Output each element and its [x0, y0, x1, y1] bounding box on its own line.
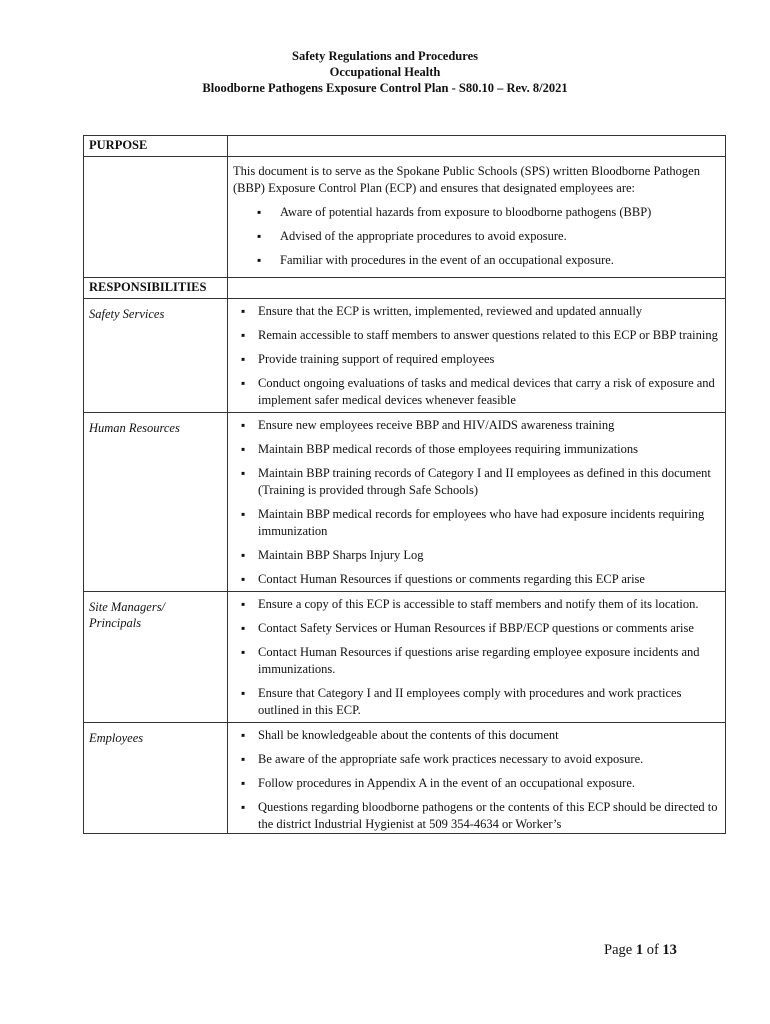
role-name — [84, 592, 228, 723]
list-item: ▪ Ensure new employees receive BBP and HIV/AIDS awareness training — [233, 417, 720, 434]
page-number — [604, 942, 677, 959]
list-item: ▪ Ensure a copy of this ECP is accessible to staff members and notify them of its location. — [233, 596, 720, 613]
role-duties — [228, 299, 726, 413]
purpose-row — [84, 157, 726, 278]
page-of: of — [646, 942, 659, 958]
list-item: ▪ Conduct ongoing evaluations of tasks and medical devices that carry a risk of exposure and implement safer medical devices whenever feasible — [233, 375, 720, 409]
role-name: Human Resources — [84, 413, 228, 592]
role-duties — [228, 592, 726, 723]
list-item: ▪ Contact Human Resources if questions or comments regarding this ECP arise — [233, 571, 720, 588]
list-item: ▪ Ensure that Category I and II employees comply with procedures and work practices outlined in this ECP. — [233, 685, 720, 719]
page-word: Page — [604, 942, 633, 958]
role-name: Employees — [84, 723, 228, 834]
list-item: ▪ Remain accessible to staff members to answer questions related to this ECP or BBP training — [233, 327, 720, 344]
list-item: ▪ Questions regarding bloodborne pathogens or the contents of this ECP should be directed to the district Industrial Hygienist at 509 354-4634 or Worker’s — [233, 799, 720, 833]
role-row-safety-services — [84, 299, 726, 413]
header-line-3: Bloodborne Pathogens Exposure Control Plan - S80.10 – Rev. 8/2021 — [202, 81, 568, 95]
responsibilities-title: RESPONSIBILITIES — [84, 278, 228, 299]
list-item: ▪ Provide training support of required employees — [233, 351, 720, 368]
list-item: ▪ Contact Human Resources if questions arise regarding employee exposure incidents and immunizations. — [233, 644, 720, 678]
list-item: ▪ Maintain BBP medical records for employees who have had exposure incidents requiring immunization — [233, 506, 720, 540]
responsibilities-header-row — [84, 278, 726, 299]
list-item: ▪ Be aware of the appropriate safe work practices necessary to avoid exposure. — [233, 751, 720, 768]
purpose-bullets — [233, 204, 720, 269]
role-name-line-2: Principals — [89, 616, 142, 630]
list-item: ▪ Maintain BBP Sharps Injury Log — [233, 547, 720, 564]
list-item: ▪ Follow procedures in Appendix A in the event of an occupational exposure. — [233, 775, 720, 792]
purpose-header-empty — [228, 136, 726, 157]
duty-list — [233, 413, 720, 588]
role-duties — [228, 723, 726, 834]
ecp-table — [83, 135, 726, 834]
list-item: ▪ Shall be knowledgeable about the contents of this document — [233, 727, 720, 744]
role-row-employees — [84, 723, 726, 834]
responsibilities-header-empty — [228, 278, 726, 299]
role-row-site-managers — [84, 592, 726, 723]
role-row-human-resources — [84, 413, 726, 592]
duty-list — [233, 299, 720, 409]
purpose-text: This document is to serve as the Spokane Public Schools (SPS) written Bloodborne Pathogen (BBP) Exposure Control Plan (ECP) and ensures that designated employees are: — [233, 164, 700, 195]
list-item: ▪ Contact Safety Services or Human Resources if BBP/ECP questions or comments arise — [233, 620, 720, 637]
purpose-content — [228, 157, 726, 278]
page-current: 1 — [635, 942, 644, 958]
document-header — [0, 48, 770, 96]
role-name-line-1: Site Managers/ — [89, 600, 166, 614]
list-item: ▪ Advised of the appropriate procedures to avoid exposure. — [233, 228, 720, 245]
purpose-title: PURPOSE — [84, 136, 228, 157]
list-item: ▪ Ensure that the ECP is written, implemented, reviewed and updated annually — [233, 303, 720, 320]
page-total: 13 — [662, 942, 677, 958]
role-name: Safety Services — [84, 299, 228, 413]
list-item: ▪ Maintain BBP training records of Category I and II employees as defined in this document (Training is provided through Safe Schools) — [233, 465, 720, 499]
purpose-label-empty — [84, 157, 228, 278]
purpose-header-row — [84, 136, 726, 157]
duty-list — [233, 592, 720, 719]
header-line-1: Safety Regulations and Procedures — [292, 49, 478, 63]
list-item: ▪ Familiar with procedures in the event of an occupational exposure. — [233, 252, 720, 269]
role-duties — [228, 413, 726, 592]
list-item: ▪ Aware of potential hazards from exposure to bloodborne pathogens (BBP) — [233, 204, 720, 221]
duty-list — [233, 723, 720, 833]
header-line-2: Occupational Health — [329, 65, 441, 79]
list-item: ▪ Maintain BBP medical records of those employees requiring immunizations — [233, 441, 720, 458]
